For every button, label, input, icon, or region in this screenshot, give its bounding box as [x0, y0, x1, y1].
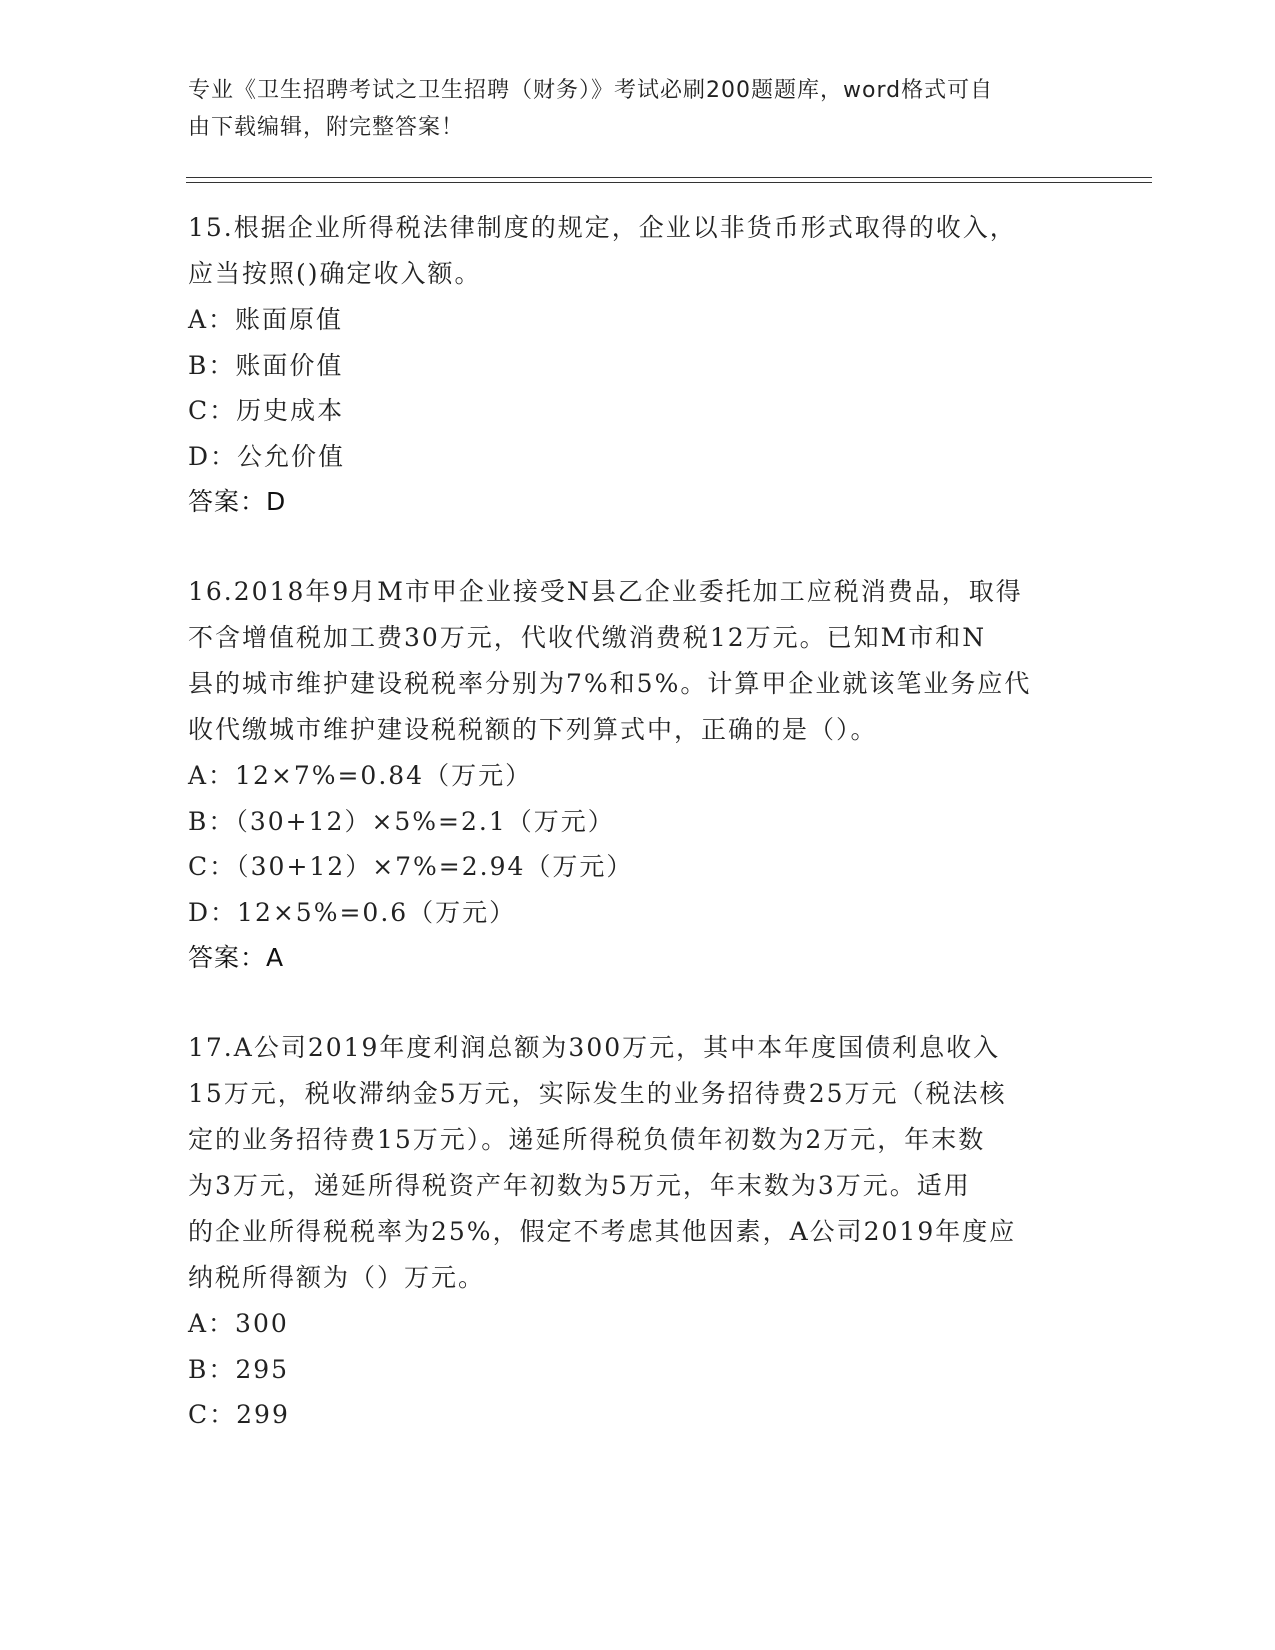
answer: 答案：D [188, 487, 287, 516]
answer: 答案：A [188, 943, 285, 972]
option-d: D：12×5%=0.6（万元） [188, 897, 517, 927]
question-16 [188, 569, 1088, 981]
question-stem-line: 定的业务招待费15万元）。递延所得税负债年初数为2万元，年末数 [188, 1125, 986, 1154]
option-a: A：300 [188, 1309, 289, 1338]
header-line-2: 由下载编辑，附完整答案！ [188, 115, 465, 140]
question-stem-line: 不含增值税加工费30万元，代收代缴消费税12万元。已知M市和N [188, 623, 987, 652]
header-line-1: 专业《卫生招聘考试之卫生招聘（财务）》考试必刷200题题库，word格式可自 [188, 78, 994, 103]
question-gap [188, 981, 1088, 1025]
question-stem-line: 应当按照()确定收入额。 [188, 259, 482, 288]
option-d: D：公允价值 [188, 441, 346, 471]
option-c: C：299 [188, 1400, 290, 1429]
question-stem-line: 15万元，税收滞纳金5万元，实际发生的业务招待费25万元（税法核 [188, 1079, 1007, 1108]
question-gap [188, 525, 1088, 569]
option-c: C：（30+12）×7%=2.94（万元） [188, 852, 634, 881]
question-stem-line: 纳税所得额为（）万元。 [188, 1263, 486, 1292]
question-15 [188, 205, 1088, 525]
question-stem-line: 的企业所得税税率为25%，假定不考虑其他因素，A公司2019年度应 [188, 1217, 1017, 1246]
question-stem-line: 17.A公司2019年度利润总额为300万元，其中本年度国债利息收入 [188, 1033, 1001, 1062]
question-17 [188, 1025, 1088, 1438]
option-b: B：账面价值 [188, 350, 344, 380]
header-divider-top [186, 177, 1152, 178]
option-a: A：账面原值 [188, 305, 344, 334]
question-stem-line: 为3万元，递延所得税资产年初数为5万元，年末数为3万元。适用 [188, 1171, 971, 1200]
question-list [188, 205, 1088, 1438]
question-stem-line: 15.根据企业所得税法律制度的规定，企业以非货币形式取得的收入， [188, 213, 1017, 242]
header-divider-bottom [186, 182, 1152, 183]
document-header [188, 72, 1068, 146]
option-c: C：历史成本 [188, 396, 345, 425]
question-stem-line: 县的城市维护建设税税率分别为7%和5%。计算甲企业就该笔业务应代 [188, 669, 1032, 698]
option-a: A：12×7%=0.84（万元） [188, 761, 533, 790]
question-stem-line: 16.2018年9月M市甲企业接受N县乙企业委托加工应税消费品，取得 [188, 577, 1023, 606]
option-b: B：（30+12）×5%=2.1（万元） [188, 806, 615, 836]
question-stem-line: 收代缴城市维护建设税税额的下列算式中，正确的是（）。 [188, 715, 878, 744]
option-b: B：295 [188, 1354, 290, 1384]
